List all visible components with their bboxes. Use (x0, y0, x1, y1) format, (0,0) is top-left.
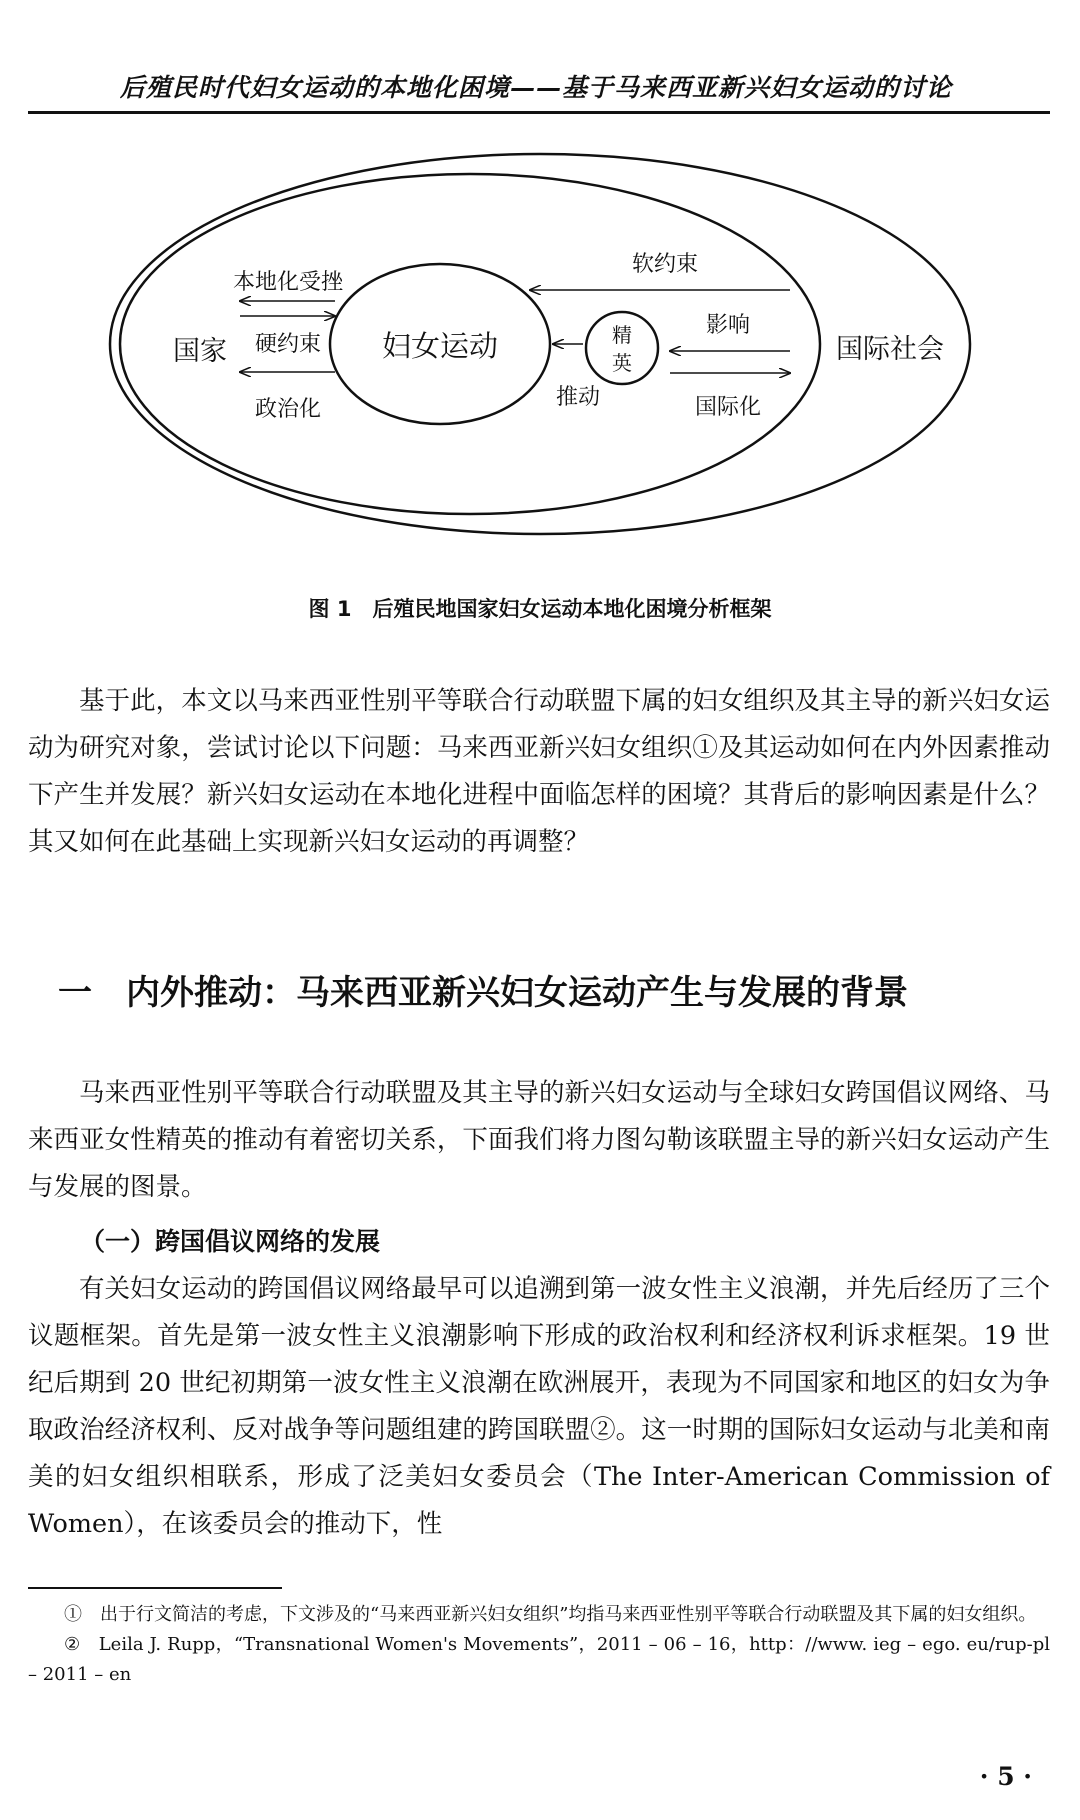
label-hard-constraint: 硬约束 (254, 332, 322, 357)
label-localization-setback: 本地化受挫 (232, 270, 344, 295)
page-number: · 5 · (979, 1762, 1032, 1791)
label-state: 国家 (173, 336, 227, 367)
body-paragraph-3: 有关妇女运动的跨国倡议网络最早可以追溯到第一波女性主义浪潮，并先后经历了三个议题框架。首先是第一波女性主义浪潮影响下形成的政治权利和经济权利诉求框架。19 世纪后期到 20 世纪初期第一波女性主义浪潮在欧洲展开，表现为不同国家和地区的妇女为争取政治经济权利、反对战争等问题组建的跨国联盟②。这一时期的国际妇女运动与北美和南美的妇女组织相联系，形成了泛美妇女委员会（The Inter-American Commission of Women），在该委员会的推动下，性 (28, 1274, 1050, 1539)
label-soft-constraint: 软约束 (631, 252, 699, 277)
footnote-2: ② Leila J. Rupp，“Transnational Women's Movements”，2011 – 06 – 16，http：//www. ieg – ego. eu/rup-pl – 2011 – en (28, 1634, 1050, 1685)
footnote-rule (28, 1587, 282, 1589)
analysis-framework-diagram (0, 130, 1080, 590)
subsection-heading: （一）跨国倡议网络的发展 (80, 1227, 381, 1256)
body-paragraph-1: 基于此，本文以马来西亚性别平等联合行动联盟下属的妇女组织及其主导的新兴妇女运动为研究对象，尝试讨论以下问题：马来西亚新兴妇女组织①及其运动如何在内外因素推动下产生并发展？新兴妇女运动在本地化进程中面临怎样的困境？其背后的影响因素是什么？其又如何在此基础上实现新兴妇女运动的再调整？ (28, 686, 1050, 857)
header-rule (28, 111, 1050, 114)
label-politicization: 政治化 (254, 397, 322, 422)
running-head: 后殖民时代妇女运动的本地化困境——基于马来西亚新兴妇女运动的讨论 (120, 73, 953, 102)
footnote-1: ① 出于行文简洁的考虑，下文涉及的“马来西亚新兴妇女组织”均指马来西亚性别平等联合行动联盟及其下属的妇女组织。 (64, 1604, 1037, 1625)
body-paragraph-2: 马来西亚性别平等联合行动联盟及其主导的新兴妇女运动与全球妇女跨国倡议网络、马来西亚女性精英的推动有着密切关系，下面我们将力图勾勒该联盟主导的新兴妇女运动产生与发展的图景。 (28, 1078, 1050, 1202)
label-womens-movement: 妇女运动 (381, 329, 499, 363)
label-elite-2: 英 (612, 351, 632, 375)
label-international-society: 国际社会 (836, 334, 944, 365)
footnotes (28, 1600, 1050, 1690)
label-influence: 影响 (705, 313, 751, 338)
label-internationalization: 国际化 (694, 395, 762, 420)
section-heading: 一 内外推动：马来西亚新兴妇女运动产生与发展的背景 (58, 973, 908, 1013)
label-elite-1: 精 (612, 323, 632, 347)
label-promotion: 推动 (555, 385, 601, 410)
figure-caption: 图 1 后殖民地国家妇女运动本地化困境分析框架 (308, 597, 772, 621)
